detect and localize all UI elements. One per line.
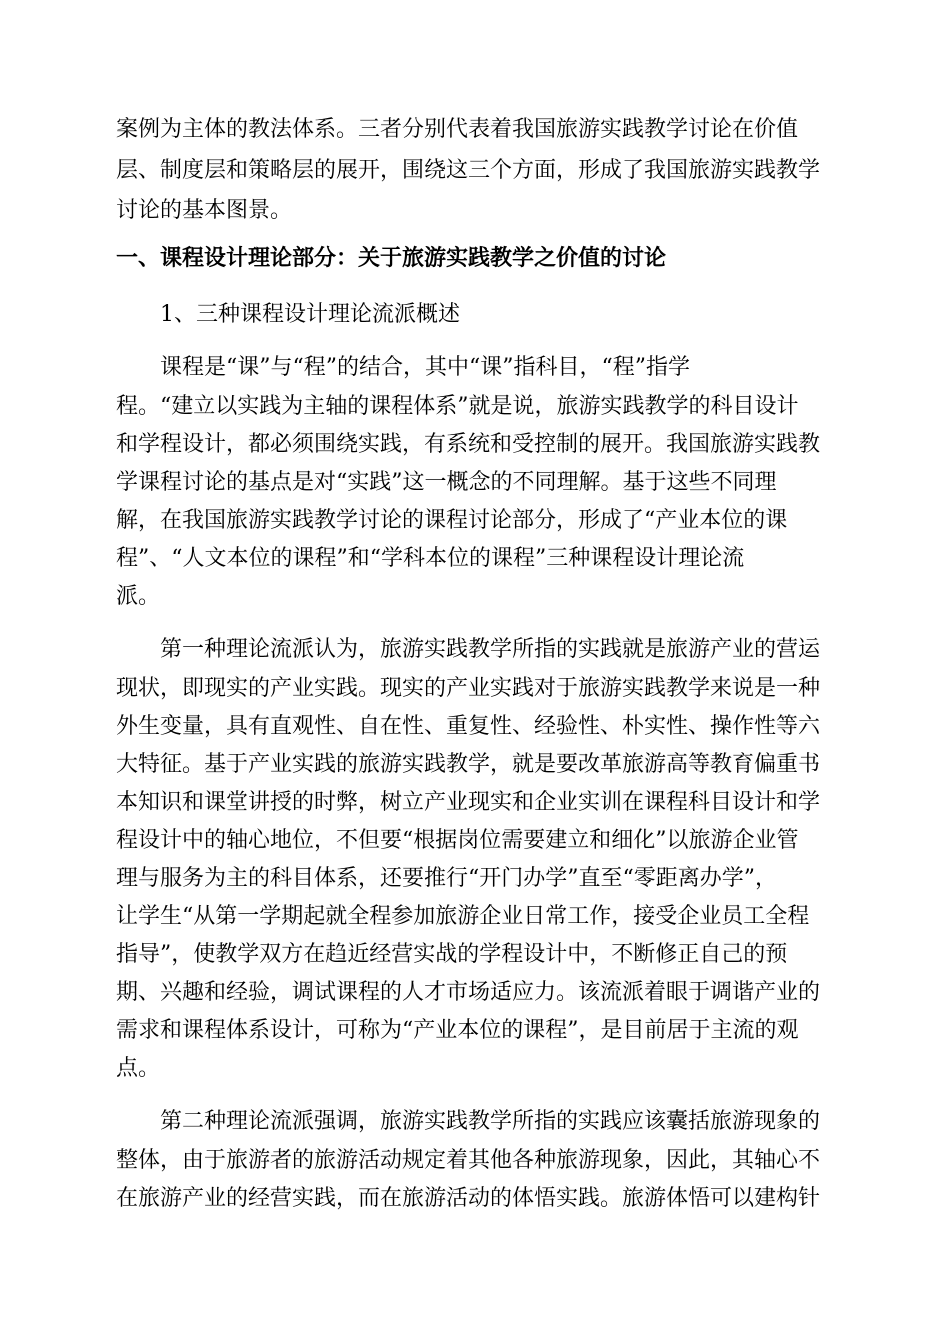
subheading: 1、三种课程设计理论流派概述: [160, 302, 460, 327]
text-line: 在旅游产业的经营实践，而在旅游活动的体悟实践。旅游体悟可以建构针: [116, 1186, 821, 1211]
text-line: 需求和课程体系设计，可称为“产业本位的课程”，是目前居于主流的观: [116, 1018, 799, 1043]
text-line: 外生变量，具有直观性、自在性、重复性、经验性、朴实性、操作性等六: [116, 714, 821, 739]
text-line: 和学程设计，都必须围绕实践，有系统和受控制的展开。我国旅游实践教: [116, 432, 821, 457]
text-line: 大特征。基于产业实践的旅游实践教学，就是要改革旅游高等教育偏重书: [116, 752, 821, 777]
text-line: 程。“建立以实践为主轴的课程体系”就是说，旅游实践教学的科目设计: [116, 394, 799, 419]
text-line: 学课程讨论的基点是对“实践”这一概念的不同理解。基于这些不同理: [116, 470, 777, 495]
text-line: 理与服务为主的科目体系，还要推行“开门办学”直至“零距离办学”，: [116, 866, 777, 891]
text-line: 程”、“人文本位的课程”和“学科本位的课程”三种课程设计理论流: [116, 546, 745, 571]
text-line: 本知识和课堂讲授的时弊，树立产业现实和企业实训在课程科目设计和学: [116, 790, 821, 815]
text-line: 期、兴趣和经验，调试课程的人才市场适应力。该流派着眼于调谐产业的: [116, 980, 821, 1005]
text-line: 案例为主体的教法体系。三者分别代表着我国旅游实践教学讨论在价值: [116, 117, 799, 142]
text-line: 派。: [116, 584, 161, 609]
text-line: 指导”，使教学双方在趋近经营实战的学程设计中，不断修正自己的预: [116, 942, 788, 967]
text-line: 讨论的基本图景。: [116, 198, 293, 223]
text-line: 程设计中的轴心地位，不但要“根据岗位需要建立和细化”以旅游企业管: [116, 828, 799, 853]
text-line: 让学生“从第一学期起就全程参加旅游企业日常工作，接受企业员工全程: [116, 904, 810, 929]
text-line: 层、制度层和策略层的展开，围绕这三个方面，形成了我国旅游实践教学: [116, 158, 821, 183]
text-line: 第一种理论流派认为，旅游实践教学所指的实践就是旅游产业的营运: [160, 637, 821, 662]
section-heading: 一、课程设计理论部分：关于旅游实践教学之价值的讨论: [116, 246, 667, 271]
text-line: 解，在我国旅游实践教学讨论的课程讨论部分，形成了“产业本位的课: [116, 508, 788, 533]
text-line: 整体，由于旅游者的旅游活动规定着其他各种旅游现象，因此，其轴心不: [116, 1148, 821, 1173]
text-line: 现状，即现实的产业实践。现实的产业实践对于旅游实践教学来说是一种: [116, 676, 821, 701]
text-line: 第二种理论流派强调，旅游实践教学所指的实践应该囊括旅游现象的: [160, 1109, 821, 1134]
text-line: 点。: [116, 1056, 161, 1081]
text-line: 课程是“课”与“程”的结合，其中“课”指科目，“程”指学: [160, 355, 690, 380]
